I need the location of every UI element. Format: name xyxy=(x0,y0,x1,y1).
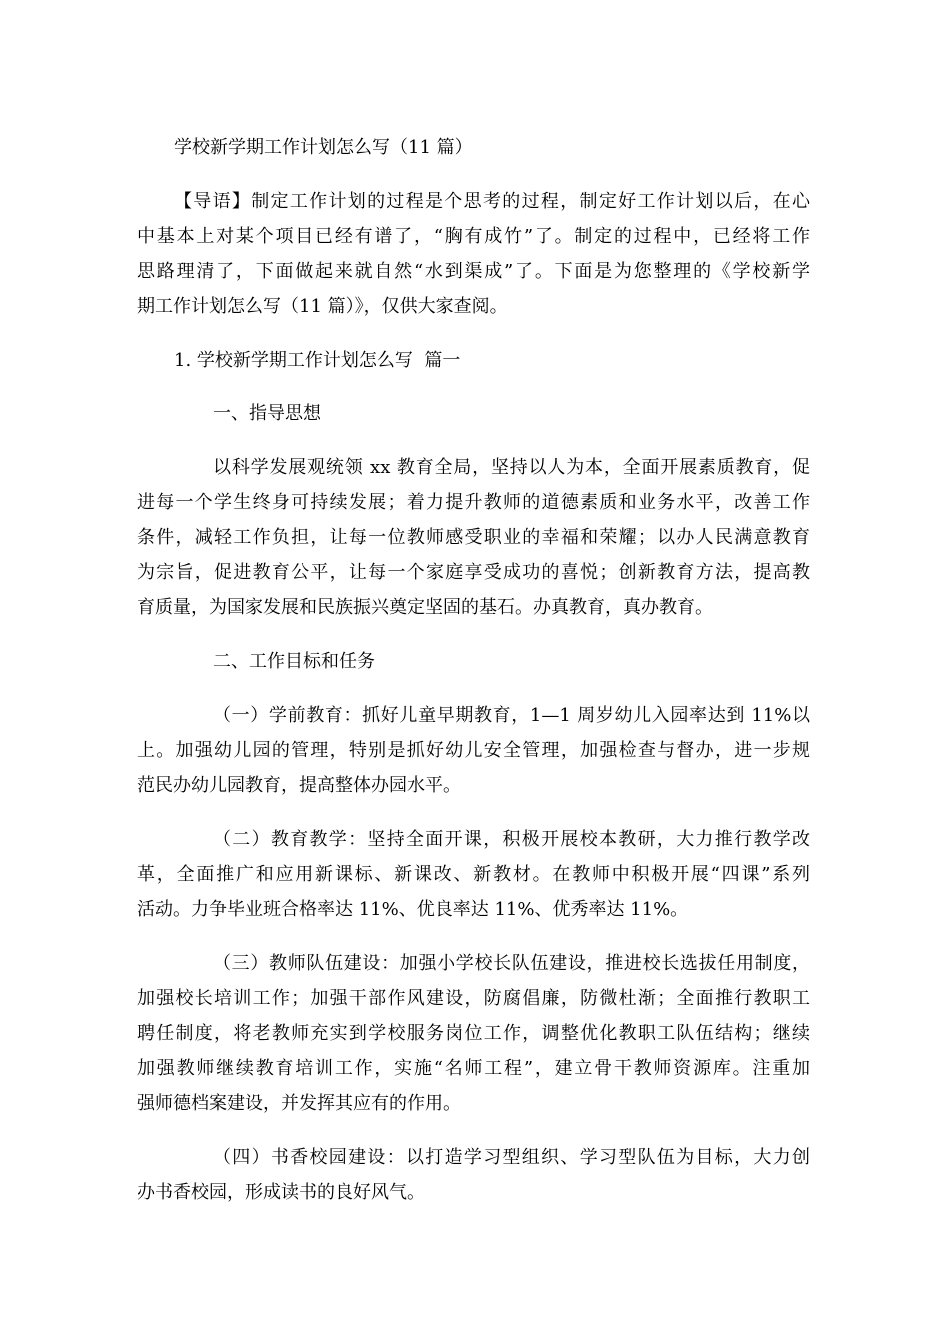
para1-line-5: 育质量，为国家发展和民族振兴奠定坚固的基石。办真教育，真办教育。 xyxy=(137,597,713,618)
para1-line-2: 进每一个学生终身可持续发展；着力提升教师的道德素质和业务水平，改善工作 xyxy=(137,492,810,513)
section-title: 1. 学校新学期工作计划怎么写 篇一 xyxy=(174,350,461,371)
item4-line-2: 办书香校园，形成读书的良好风气。 xyxy=(137,1182,425,1203)
item3-line-2: 加强校长培训工作；加强干部作风建设，防腐倡廉，防微杜渐；全面推行教职工 xyxy=(137,988,810,1009)
heading-goals-tasks: 二、工作目标和任务 xyxy=(213,651,375,672)
intro-line-4: 期工作计划怎么写（11 篇）》，仅供大家查阅。 xyxy=(137,296,508,317)
para1-line-1: 以科学发展观统领 xx 教育全局，坚持以人为本，全面开展素质教育，促 xyxy=(213,457,810,478)
item2-line-3: 活动。力争毕业班合格率达 11%、优良率达 11%、优秀率达 11%。 xyxy=(137,899,689,920)
para1-line-3: 条件，减轻工作负担，让每一位教师感受职业的幸福和荣耀；以办人民满意教育 xyxy=(137,527,810,548)
intro-line-2: 中基本上对某个项目已经有谱了，“胸有成竹”了。制定的过程中，已经将工作 xyxy=(137,226,810,247)
item2-line-1: （二）教育教学：坚持全面开课，积极开展校本教研，大力推行教学改 xyxy=(213,829,810,850)
item3-line-1: （三）教师队伍建设：加强小学校长队伍建设，推进校长选拔任用制度， xyxy=(213,953,810,974)
item3-line-3: 聘任制度，将老教师充实到学校服务岗位工作，调整优化教职工队伍结构；继续 xyxy=(137,1023,810,1044)
item4-line-1: （四）书香校园建设：以打造学习型组织、学习型队伍为目标，大力创 xyxy=(213,1147,810,1168)
heading-guiding-ideology: 一、指导思想 xyxy=(213,403,321,424)
item1-line-3: 范民办幼儿园教育，提高整体办园水平。 xyxy=(137,775,461,796)
item2-line-2: 革，全面推广和应用新课标、新课改、新教材。在教师中积极开展“四课”系列 xyxy=(137,864,810,885)
intro-line-3: 思路理清了，下面做起来就自然“水到渠成”了。下面是为您整理的《学校新学 xyxy=(137,261,810,282)
item1-line-2: 上。加强幼儿园的管理，特别是抓好幼儿安全管理，加强检查与督办，进一步规 xyxy=(137,740,810,761)
intro-line-1: 【导语】制定工作计划的过程是个思考的过程，制定好工作计划以后，在心 xyxy=(174,191,810,212)
item1-line-1: （一）学前教育：抓好儿童早期教育，1—1 周岁幼儿入园率达到 11%以 xyxy=(213,705,810,726)
item3-line-4: 加强教师继续教育培训工作，实施“名师工程”，建立骨干教师资源库。注重加 xyxy=(137,1058,810,1079)
item3-line-5: 强师德档案建设，并发挥其应有的作用。 xyxy=(137,1093,461,1114)
document-title: 学校新学期工作计划怎么写（11 篇） xyxy=(174,137,473,158)
para1-line-4: 为宗旨，促进教育公平，让每一个家庭享受成功的喜悦；创新教育方法，提高教 xyxy=(137,562,810,583)
